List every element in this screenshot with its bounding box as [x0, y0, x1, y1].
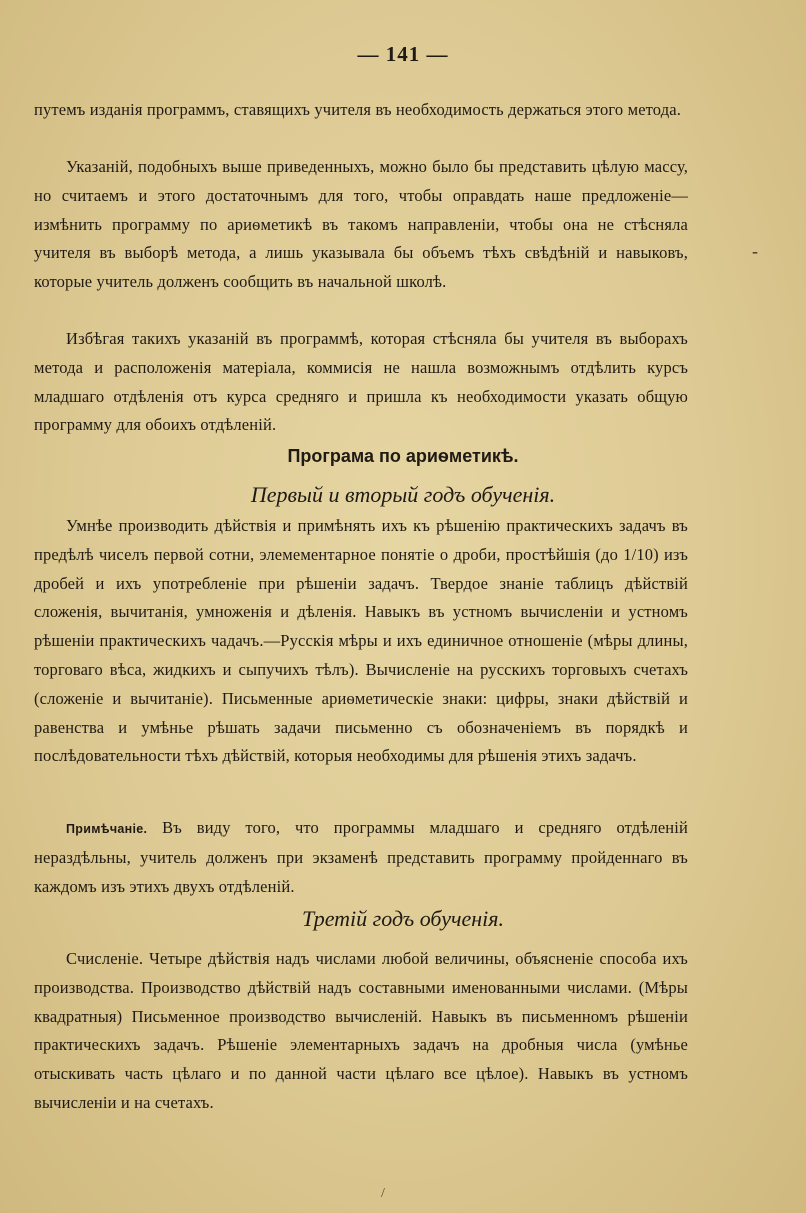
subsection-title-year-3: Третій годъ обученія. — [302, 906, 504, 931]
section-title: Програма по ариѳметикѣ. — [287, 446, 519, 466]
bottom-mark: / — [381, 1186, 385, 1201]
note-label: Примѣчаніе. — [66, 822, 148, 836]
paragraph-instructions: Указаній, подобныхъ выше приведенныхъ, можно было бы представить цѣлую массу, но считаемъ и этого достаточнымъ для того, чтобы оправдать наше предложеніе—измѣнить программу по ариѳметикѣ въ такомъ направленіи, чтобы она не стѣсняла учителя въ выборѣ метода, а лишь указывала бы объемъ тѣхъ свѣдѣній и навыковъ, которые учитель долженъ сообщить въ начальной школѣ. — [34, 157, 688, 292]
page-number: — 141 — — [357, 42, 449, 66]
margin-mark: - — [752, 241, 758, 261]
paragraph-commission: Избѣгая такихъ указаній въ программѣ, которая стѣсняла бы учителя въ выборахъ метода и расположенія матеріала, коммисія не нашла возможнымъ отдѣлить курсъ младшаго отдѣленія отъ курса средняго и пришла къ необходимости указать общую программу для обоихъ отдѣленій. — [34, 329, 688, 435]
note-paragraph — [34, 814, 688, 901]
paragraph-continuation: путемъ изданія программъ, ставящихъ учителя въ необходимость держаться этого метода. — [34, 100, 682, 119]
subsection-title-years-1-2: Первый и вторый годъ обученія. — [250, 482, 556, 507]
paragraph-years-1-2: Умнѣе производить дѣйствія и примѣнять ихъ къ рѣшенію практическихъ задачъ въ предѣлѣ чиселъ первой сотни, элемементарное понятіе о дроби, простѣйшія (до 1/10) изъ дробей и ихъ употребленіе при рѣшеніи задачъ. Твердое знаніе таблицъ дѣйствій сложенія, вычитанія, умноженія и дѣленія. Навыкъ въ устномъ вычисленіи и устномъ рѣшеніи практическихъ чадачъ.—Русскія мѣры и ихъ единичное отношеніе (мѣры длины, торговаго вѣса, жидкихъ и сыпучихъ тѣлъ). Вычисленіе на русскихъ торговыхъ счетахъ (сложеніе и вычитаніе). Письменные ариѳметическіе знаки: цифры, знаки дѣйствій и равенства и умѣнье рѣшать задачи письменно съ обозначеніемъ въ порядкѣ и послѣдовательности тѣхъ дѣйствій, которыя необходимы для рѣшенія этихъ задачъ. — [34, 516, 688, 766]
paragraph-year-3: Счисленіе. Четыре дѣйствія надъ числами любой величины, объясненіе способа ихъ производства. Производство дѣйствій надъ составными именованными числами. (Мѣры квадратныя) Письменное производство вычисленій. Навыкъ въ письменномъ рѣшеніи практическихъ задачъ. Рѣшеніе элементарныхъ задачъ на дробныя числа (умѣнье отыскивать часть цѣлаго и по данной части цѣлаго все цѣлое). Навыкъ въ устномъ вычисленіи и на счетахъ. — [34, 949, 688, 1112]
note-text: Въ виду того, что программы младшаго и средняго отдѣленій нераздѣльны, учитель долженъ при экзаменѣ представить программу пройденнаго въ каждомъ изъ этихъ двухъ отдѣленій. — [34, 818, 688, 896]
